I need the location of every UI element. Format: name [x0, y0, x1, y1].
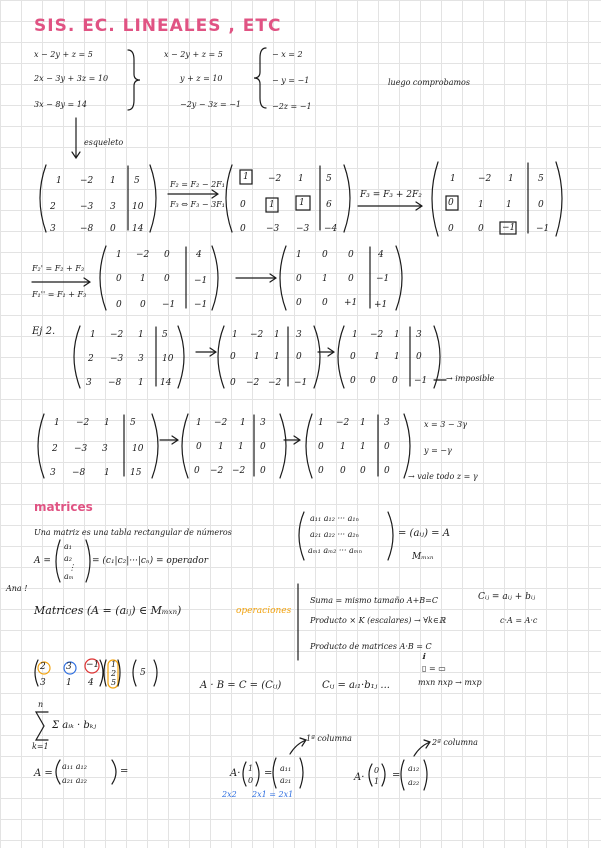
- vector-entry: a₂: [64, 554, 72, 563]
- matrix-entry: 3: [40, 678, 46, 688]
- cell: 5: [134, 176, 140, 186]
- cell: −1: [194, 276, 208, 286]
- exercise-label: Ej 2.: [32, 326, 56, 337]
- equation: x − 2y + z = 5: [34, 50, 93, 59]
- cell: 1: [140, 274, 146, 284]
- cell: 1: [340, 442, 346, 452]
- cell: 0: [322, 250, 328, 260]
- cell: 4: [378, 250, 384, 260]
- cell: 1: [374, 352, 380, 362]
- cell: 0: [116, 274, 122, 284]
- cell: 3: [50, 468, 56, 478]
- cell: 2: [50, 202, 56, 212]
- cell: 1: [352, 330, 358, 340]
- cell: 0: [140, 300, 146, 310]
- cell: 0: [340, 466, 346, 476]
- cell: 0: [318, 442, 324, 452]
- cell: 14: [132, 224, 144, 234]
- cell: 0: [360, 466, 366, 476]
- cell: 0: [164, 274, 170, 284]
- down-arrow: [72, 118, 80, 158]
- operations-label: operaciones: [236, 606, 292, 616]
- cell: 0: [318, 466, 324, 476]
- operation: Producto de matrices A·B = C: [310, 642, 432, 651]
- cell: 4: [196, 250, 202, 260]
- cell: 3: [102, 444, 108, 454]
- brace: [128, 50, 140, 110]
- cell: −2: [268, 378, 282, 388]
- cell: 0: [448, 198, 454, 208]
- cell: 10: [162, 354, 174, 364]
- cell: 1: [104, 418, 110, 428]
- cell: 3: [260, 418, 266, 428]
- annotation: 1ª columna: [306, 734, 352, 743]
- cell: 1: [104, 468, 110, 478]
- solution-line: −2z = −1: [272, 102, 312, 111]
- cell: 1: [56, 176, 62, 186]
- cell: 0: [392, 376, 398, 386]
- cell: −3: [266, 224, 280, 234]
- cell: 5: [162, 330, 168, 340]
- vector-entry: 5: [111, 678, 117, 687]
- circled-entry: 3: [66, 662, 72, 672]
- matrix-entry: 1: [66, 678, 72, 688]
- matrix-row: a₁₁ a₁₂: [62, 762, 87, 771]
- cell: 5: [538, 174, 544, 184]
- dimension-label: 2x2: [222, 790, 237, 799]
- solution-line: y = −γ: [424, 446, 452, 455]
- cell: 0: [240, 224, 246, 234]
- cell: −8: [80, 224, 94, 234]
- cell: 1: [298, 174, 304, 184]
- cell: 0: [538, 200, 544, 210]
- vector-entry: 1: [111, 660, 117, 669]
- cell: −1: [162, 300, 176, 310]
- sum-limit: n: [38, 700, 44, 709]
- cell: 0: [416, 352, 422, 362]
- cell: +1: [374, 300, 388, 310]
- cell: −2: [110, 330, 124, 340]
- cell: 6: [326, 200, 332, 210]
- cell: −3: [296, 224, 310, 234]
- cell: 14: [160, 378, 172, 388]
- circled-entry: −1: [86, 660, 100, 670]
- vector-entry: 1: [248, 764, 254, 773]
- cell: 1: [274, 330, 280, 340]
- cell: 0: [448, 224, 454, 234]
- vector-entry: a₁: [64, 542, 72, 551]
- dimension-label: 2x1 = 2x1: [252, 790, 294, 799]
- cell: 0: [164, 250, 170, 260]
- cell: 0: [384, 442, 390, 452]
- cell: 0: [350, 376, 356, 386]
- cell: 15: [130, 468, 142, 478]
- cell: 0: [478, 224, 484, 234]
- cell: 1: [90, 330, 96, 340]
- vector-entry: a₁₁: [280, 764, 292, 773]
- label: A·: [354, 772, 365, 783]
- cell: 1: [218, 442, 224, 452]
- cell: 0: [348, 274, 354, 284]
- cell: 1: [360, 442, 366, 452]
- solution-line: x = 3 − 3γ: [424, 420, 468, 429]
- arrow-label: esqueleto: [84, 138, 124, 147]
- label: A =: [34, 556, 51, 566]
- note: ▯ = ▭: [422, 664, 446, 673]
- formula: c·A = A·c: [500, 616, 538, 625]
- cell: −2: [214, 418, 228, 428]
- cell: 0: [240, 200, 246, 210]
- cell: 0: [322, 298, 328, 308]
- cell: 1: [196, 418, 202, 428]
- equation: 2x − 3y + 3z = 10: [34, 74, 109, 83]
- operation: Suma = mismo tamaño A+B=C: [310, 596, 439, 605]
- cell: −1: [376, 274, 390, 284]
- cell: −2: [250, 330, 264, 340]
- cell: −2: [478, 174, 492, 184]
- cell: 10: [132, 444, 144, 454]
- matrix-row: a₁₁ a₁₂ ··· a₁ₙ: [310, 514, 359, 523]
- cell: −2: [210, 466, 224, 476]
- cell: 1: [506, 200, 512, 210]
- label: =: [392, 770, 401, 781]
- cell: −8: [72, 468, 86, 478]
- cell: 1: [232, 330, 238, 340]
- vector-entry: 0: [248, 776, 254, 785]
- section-title: matrices: [34, 500, 93, 514]
- cell: 0: [110, 224, 116, 234]
- equation: = (c₁|c₂|···|cₙ) = operador: [92, 556, 209, 566]
- cell: 0: [196, 442, 202, 452]
- label: =: [264, 768, 273, 779]
- cell: +1: [344, 298, 358, 308]
- cell: 1: [110, 176, 116, 186]
- cell: −1: [414, 376, 428, 386]
- cell: 10: [132, 202, 144, 212]
- cell: −1: [536, 224, 550, 234]
- equation: −2y − 3z = −1: [180, 100, 241, 109]
- cell: 1: [138, 378, 144, 388]
- label: A =: [34, 768, 53, 779]
- row-operation: F₂' = F₂ + F₃: [32, 264, 85, 273]
- cell: 1: [360, 418, 366, 428]
- cell: −2: [232, 466, 246, 476]
- cell: 3: [86, 378, 92, 388]
- note: ℹ: [422, 652, 426, 661]
- cell: 1: [238, 442, 244, 452]
- note: luego comprobamos: [388, 78, 470, 87]
- cell: 1: [299, 198, 305, 208]
- page-title: SIS. EC. LINEALES , ETC: [34, 16, 282, 36]
- cell: 3: [110, 202, 116, 212]
- cell: 0: [370, 376, 376, 386]
- definition: Una matriz es una tabla rectangular de números: [34, 528, 232, 537]
- matrix-row: aₘ₁ aₘ₂ ··· aₘₙ: [308, 546, 362, 555]
- circled-entry: 2: [40, 662, 46, 672]
- cell: −8: [108, 378, 122, 388]
- cell: 0: [348, 250, 354, 260]
- cell: −3: [74, 444, 88, 454]
- equation: 3x − 8y = 14: [34, 100, 87, 109]
- solution-line: − x = 2: [272, 50, 303, 59]
- cell: 1: [116, 250, 122, 260]
- cell: 3: [138, 354, 144, 364]
- vector-entry: a₁₂: [408, 764, 420, 773]
- cell: 3: [416, 330, 422, 340]
- sum-limit: k=1: [32, 742, 49, 751]
- formula: Cᵢⱼ = aᵢⱼ + bᵢⱼ: [478, 592, 536, 602]
- cell: −3: [110, 354, 124, 364]
- cell: 0: [384, 466, 390, 476]
- definition: Matrices (A = (aᵢⱼ) ∈ Mₘₓₙ): [34, 604, 182, 617]
- dimension-label: Mₘₓₙ: [412, 552, 434, 562]
- cell: −1: [502, 223, 516, 233]
- row-operation: F₃ = F₃ + 2F₂: [360, 190, 422, 200]
- cell: 3: [50, 224, 56, 234]
- matrix-row: a₂₁ a₂₂ ··· a₂ₙ: [310, 530, 359, 539]
- cell: 2: [88, 354, 94, 364]
- cell: 1: [322, 274, 328, 284]
- label: 5: [140, 668, 146, 678]
- note: mxn nxp → mxp: [418, 678, 482, 687]
- equation: y + z = 10: [180, 74, 223, 83]
- row-operation: F₃ ⇔ F₃ − 3F₁: [170, 200, 225, 209]
- cell: 0: [230, 352, 236, 362]
- cell: 1: [318, 418, 324, 428]
- vector-entry: 1: [374, 777, 380, 786]
- cell: 1: [254, 352, 260, 362]
- cell: 1: [274, 352, 280, 362]
- cell: 1: [138, 330, 144, 340]
- cell: 1: [243, 172, 249, 182]
- cell: 1: [478, 200, 484, 210]
- cell: −1: [294, 378, 308, 388]
- side-note: Ana !: [6, 584, 28, 593]
- solution-line: − y = −1: [272, 76, 310, 85]
- cell: 1: [240, 418, 246, 428]
- cell: −2: [370, 330, 384, 340]
- solution-line: → vale todo z = γ: [408, 472, 478, 481]
- cell: 1: [508, 174, 514, 184]
- cell: 0: [260, 466, 266, 476]
- equation: x − 2y + z = 5: [164, 50, 223, 59]
- operation: Producto × K (escalares) → ∀k∈ℝ: [310, 616, 446, 625]
- cell: 2: [52, 444, 58, 454]
- cell: 1: [394, 330, 400, 340]
- cell: 1: [296, 250, 302, 260]
- result-note: → imposible: [446, 374, 495, 383]
- label: A·: [230, 768, 241, 779]
- equation: = (aᵢⱼ) = A: [398, 528, 450, 539]
- formula: Cᵢⱼ = aᵢ₁·b₁ⱼ ...: [322, 680, 390, 691]
- cell: 0: [230, 378, 236, 388]
- cell: −2: [246, 378, 260, 388]
- cell: 3: [384, 418, 390, 428]
- cell: −4: [324, 224, 338, 234]
- vector-entry: a₂₁: [280, 776, 292, 785]
- matrix-row: a₂₁ a₂₂: [62, 776, 87, 785]
- formula: A · B = C = (Cᵢⱼ): [200, 680, 282, 691]
- cell: 5: [130, 418, 136, 428]
- vector-entry: 0: [374, 766, 380, 775]
- cell: 5: [326, 174, 332, 184]
- cell: 0: [296, 352, 302, 362]
- cell: 3: [296, 330, 302, 340]
- vector-entry: a₂₂: [408, 778, 420, 787]
- vector-entry: aₘ: [64, 572, 74, 581]
- cell: 0: [116, 300, 122, 310]
- cell: −2: [336, 418, 350, 428]
- cell: −2: [80, 176, 94, 186]
- cell: 0: [350, 352, 356, 362]
- cell: −1: [194, 300, 208, 310]
- formula: Σ aᵢₖ · bₖⱼ: [52, 720, 97, 731]
- row-operation: F₂ = F₂ − 2F₁: [170, 180, 225, 189]
- cell: 1: [54, 418, 60, 428]
- annotation: 2ª columna: [432, 738, 478, 747]
- cell: 1: [269, 200, 275, 210]
- cell: −2: [268, 174, 282, 184]
- vector-entry: ⋮: [68, 563, 76, 572]
- cell: −3: [80, 202, 94, 212]
- label: =: [120, 766, 129, 777]
- cell: −2: [136, 250, 150, 260]
- vector-entry: 2: [111, 669, 117, 678]
- cell: −2: [76, 418, 90, 428]
- cell: 0: [194, 466, 200, 476]
- cell: 0: [296, 274, 302, 284]
- cell: 0: [260, 442, 266, 452]
- matrix-entry: 4: [88, 678, 94, 688]
- brace: [254, 48, 266, 108]
- cell: 0: [296, 298, 302, 308]
- cell: 1: [450, 174, 456, 184]
- row-operation: F₁'' = F₁ + F₃: [32, 290, 87, 299]
- cell: 1: [394, 352, 400, 362]
